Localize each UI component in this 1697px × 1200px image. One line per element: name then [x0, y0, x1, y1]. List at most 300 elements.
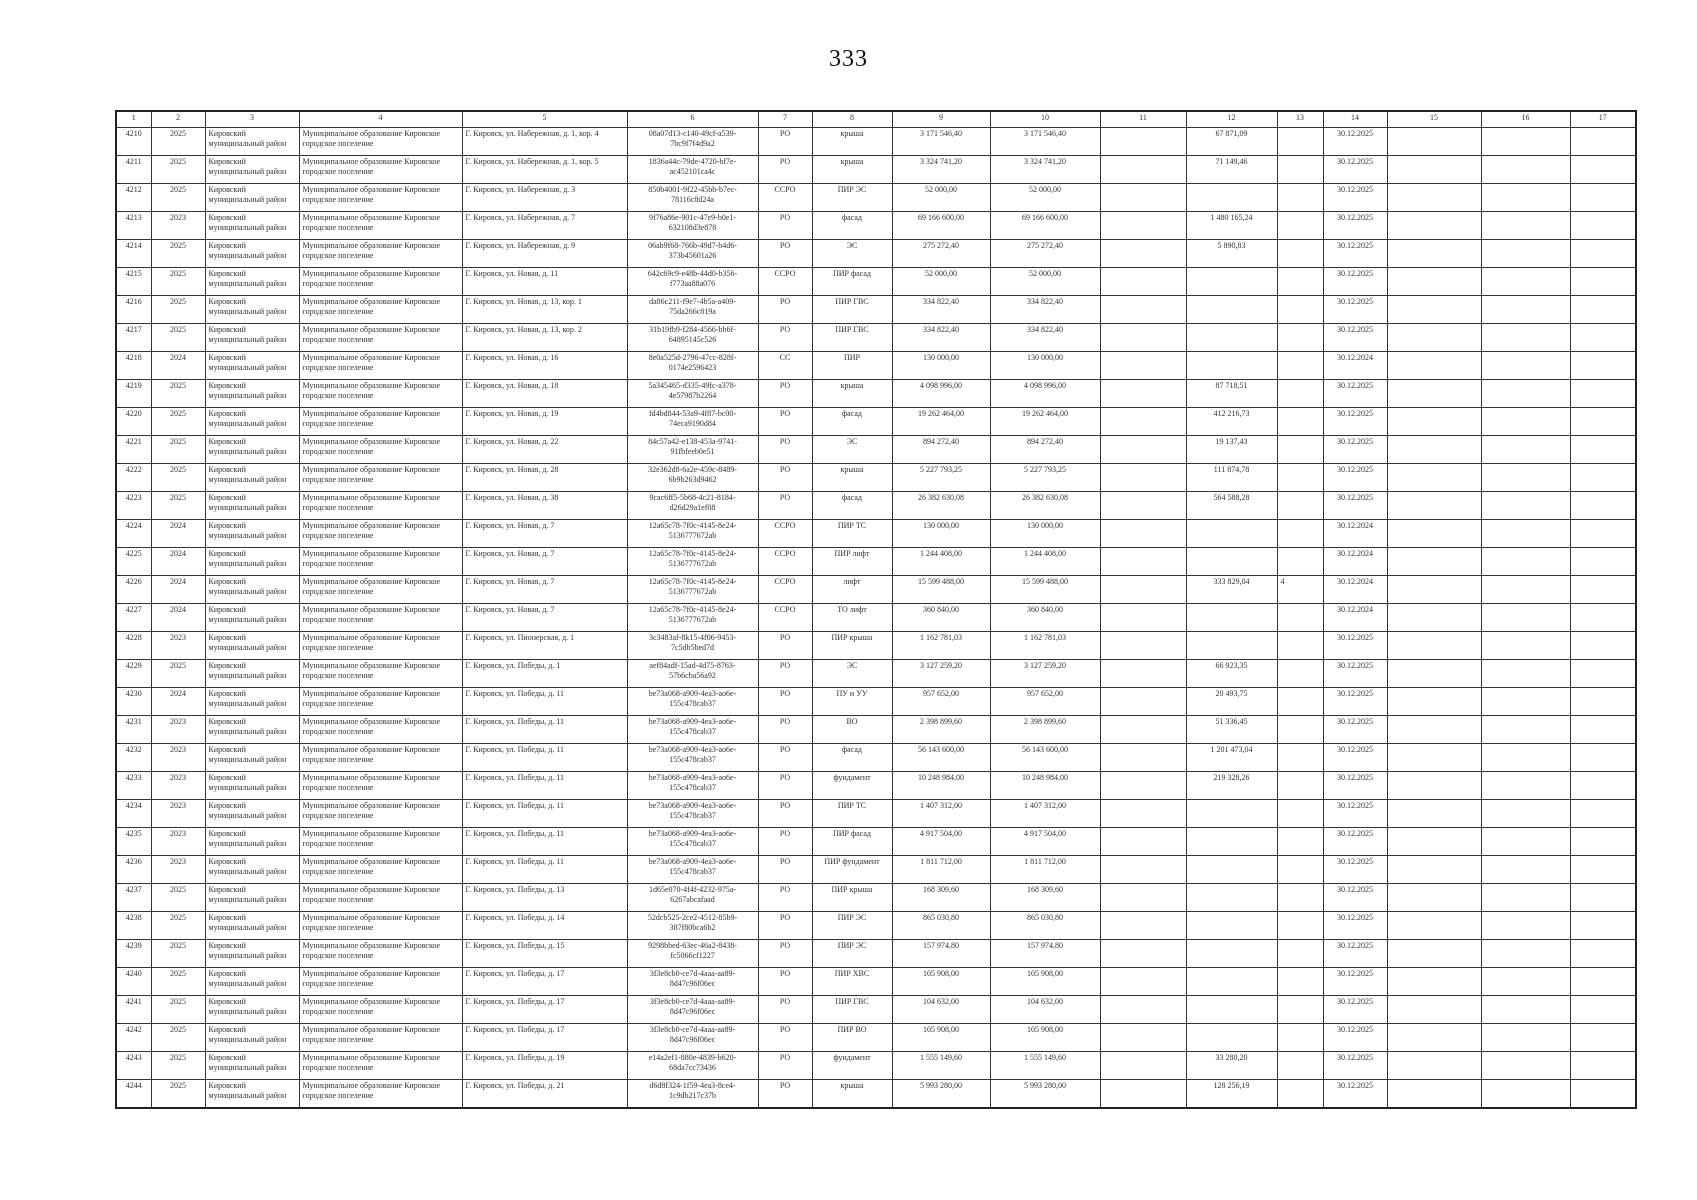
cell-col-17 — [1570, 212, 1636, 240]
cell-year: 2025 — [151, 268, 205, 296]
table-row — [116, 408, 1636, 436]
cell-district: Кировский муниципальный район — [205, 296, 299, 324]
cell-contribution — [1186, 968, 1277, 996]
cell-col-15 — [1387, 268, 1481, 296]
cell-program-type: ССРО — [758, 184, 812, 212]
cell-col-13 — [1277, 548, 1323, 576]
cell-house-guid: 8e0a525d-2796-47cc-828f-0174e2596423 — [627, 352, 758, 380]
cell-district: Кировский муниципальный район — [205, 1052, 299, 1080]
cell-deadline: 30.12.2025 — [1323, 940, 1387, 968]
column-number-16: 16 — [1481, 111, 1570, 128]
cell-col-15 — [1387, 744, 1481, 772]
cell-district: Кировский муниципальный район — [205, 772, 299, 800]
cell-deadline: 30.12.2025 — [1323, 632, 1387, 660]
cell-district: Кировский муниципальный район — [205, 324, 299, 352]
cell-col-15 — [1387, 408, 1481, 436]
cell-row-number: 4229 — [116, 660, 151, 688]
cell-total-cost: 1 407 312,00 — [892, 800, 990, 828]
cell-work-type: крыша — [812, 128, 892, 156]
cell-row-number: 4215 — [116, 268, 151, 296]
table-row — [116, 1024, 1636, 1052]
cell-deadline: 30.12.2025 — [1323, 996, 1387, 1024]
cell-work-type: ПИР ЭС — [812, 940, 892, 968]
cell-col-15 — [1387, 828, 1481, 856]
cell-program-type: РО — [758, 744, 812, 772]
cell-work-type: ЭС — [812, 240, 892, 268]
cell-cost-amount: 360 840,00 — [990, 604, 1100, 632]
cell-address: Г. Кировск, ул. Новая, д. 7 — [462, 548, 627, 576]
cell-col-15 — [1387, 464, 1481, 492]
cell-address: Г. Кировск, ул. Новая, д. 16 — [462, 352, 627, 380]
cell-col-16 — [1481, 576, 1570, 604]
cell-col-15 — [1387, 800, 1481, 828]
cell-cost-amount: 2 398 899,60 — [990, 716, 1100, 744]
cell-contribution: 111 874,78 — [1186, 464, 1277, 492]
cell-col-15 — [1387, 772, 1481, 800]
cell-col-17 — [1570, 632, 1636, 660]
cell-year: 2025 — [151, 492, 205, 520]
cell-col-13 — [1277, 1024, 1323, 1052]
cell-deadline: 30.12.2025 — [1323, 324, 1387, 352]
cell-col-13 — [1277, 324, 1323, 352]
cell-house-guid: 31b19fb9-f284-4566-bb6f-64895145c526 — [627, 324, 758, 352]
document-sheet — [115, 110, 1635, 1109]
column-number-1: 1 — [116, 111, 151, 128]
cell-col-13 — [1277, 604, 1323, 632]
cell-deadline: 30.12.2025 — [1323, 156, 1387, 184]
cell-district: Кировский муниципальный район — [205, 380, 299, 408]
cell-col-15 — [1387, 492, 1481, 520]
cell-col-11 — [1100, 884, 1186, 912]
cell-total-cost: 19 262 464,00 — [892, 408, 990, 436]
cell-col-11 — [1100, 184, 1186, 212]
cell-col-16 — [1481, 380, 1570, 408]
cell-cost-amount: 5 227 793,25 — [990, 464, 1100, 492]
cell-district: Кировский муниципальный район — [205, 716, 299, 744]
column-number-10: 10 — [990, 111, 1100, 128]
cell-house-guid: da86c211-f9e7-4b5a-a409-75da266c819a — [627, 296, 758, 324]
cell-cost-amount: 130 000,00 — [990, 520, 1100, 548]
table-row — [116, 268, 1636, 296]
cell-district: Кировский муниципальный район — [205, 968, 299, 996]
cell-deadline: 30.12.2025 — [1323, 716, 1387, 744]
cell-col-13 — [1277, 996, 1323, 1024]
table-row — [116, 184, 1636, 212]
cell-deadline: 30.12.2025 — [1323, 184, 1387, 212]
cell-municipality: Муниципальное образование Кировское городское поселение — [299, 352, 462, 380]
cell-contribution: 71 149,46 — [1186, 156, 1277, 184]
cell-cost-amount: 1 407 312,00 — [990, 800, 1100, 828]
cell-house-guid: 3c3483af-8k15-4f06-9453-7c5db5bed7d — [627, 632, 758, 660]
cell-total-cost: 15 599 488,00 — [892, 576, 990, 604]
cell-col-16 — [1481, 884, 1570, 912]
cell-contribution: 51 336,45 — [1186, 716, 1277, 744]
cell-col-11 — [1100, 688, 1186, 716]
cell-contribution — [1186, 828, 1277, 856]
table-row — [116, 576, 1636, 604]
cell-col-11 — [1100, 996, 1186, 1024]
cell-program-type: РО — [758, 1024, 812, 1052]
cell-col-13 — [1277, 912, 1323, 940]
cell-col-16 — [1481, 660, 1570, 688]
cell-contribution: 219 328,26 — [1186, 772, 1277, 800]
cell-col-15 — [1387, 324, 1481, 352]
cell-col-11 — [1100, 408, 1186, 436]
cell-col-13 — [1277, 1052, 1323, 1080]
cell-col-16 — [1481, 296, 1570, 324]
table-row — [116, 604, 1636, 632]
cell-district: Кировский муниципальный район — [205, 240, 299, 268]
cell-total-cost: 2 398 899,60 — [892, 716, 990, 744]
table-row — [116, 996, 1636, 1024]
cell-row-number: 4243 — [116, 1052, 151, 1080]
cell-col-15 — [1387, 352, 1481, 380]
cell-house-guid: be73a068-a909-4ea3-ao6e-155c478cab37 — [627, 688, 758, 716]
cell-contribution — [1186, 324, 1277, 352]
cell-work-type: ПИР ЭС — [812, 184, 892, 212]
cell-total-cost: 130 000,00 — [892, 520, 990, 548]
cell-col-16 — [1481, 212, 1570, 240]
cell-col-16 — [1481, 940, 1570, 968]
cell-address: Г. Кировск, ул. Победы, д. 11 — [462, 828, 627, 856]
cell-municipality: Муниципальное образование Кировское городское поселение — [299, 996, 462, 1024]
cell-col-15 — [1387, 128, 1481, 156]
cell-address: Г. Кировск, ул. Победы, д. 1 — [462, 660, 627, 688]
cell-total-cost: 52 000,00 — [892, 184, 990, 212]
cell-house-guid: 52dcb525-2ce2-4512-85b9-387f80bca6b2 — [627, 912, 758, 940]
cell-work-type: фасад — [812, 408, 892, 436]
cell-house-guid: be73a068-a909-4ea3-ao6e-155c478cab37 — [627, 716, 758, 744]
cell-address: Г. Кировск, ул. Победы, д. 13 — [462, 884, 627, 912]
cell-total-cost: 1 811 712,00 — [892, 856, 990, 884]
cell-row-number: 4224 — [116, 520, 151, 548]
cell-year: 2025 — [151, 912, 205, 940]
cell-work-type: ПИР лифт — [812, 548, 892, 576]
cell-col-11 — [1100, 268, 1186, 296]
cell-house-guid: 12a65c78-7f0c-4145-8e24-5136777672ab — [627, 604, 758, 632]
cell-year: 2025 — [151, 464, 205, 492]
cell-municipality: Муниципальное образование Кировское городское поселение — [299, 772, 462, 800]
cell-district: Кировский муниципальный район — [205, 184, 299, 212]
cell-house-guid: be73a068-a909-4ea3-ao6e-155c478cab37 — [627, 744, 758, 772]
cell-program-type: РО — [758, 996, 812, 1024]
cell-municipality: Муниципальное образование Кировское городское поселение — [299, 744, 462, 772]
cell-deadline: 30.12.2024 — [1323, 576, 1387, 604]
cell-deadline: 30.12.2025 — [1323, 772, 1387, 800]
cell-col-11 — [1100, 772, 1186, 800]
cell-total-cost: 275 272,40 — [892, 240, 990, 268]
cell-program-type: РО — [758, 716, 812, 744]
cell-contribution — [1186, 296, 1277, 324]
cell-col-11 — [1100, 800, 1186, 828]
cell-contribution — [1186, 520, 1277, 548]
cell-house-guid: 9298bbed-63ec-46a2-8438-fc5066cf1227 — [627, 940, 758, 968]
cell-work-type: ВО — [812, 716, 892, 744]
cell-deadline: 30.12.2025 — [1323, 296, 1387, 324]
cell-address: Г. Кировск, ул. Новая, д. 28 — [462, 464, 627, 492]
cell-row-number: 4238 — [116, 912, 151, 940]
cell-contribution: 19 137,43 — [1186, 436, 1277, 464]
cell-district: Кировский муниципальный район — [205, 576, 299, 604]
cell-deadline: 30.12.2025 — [1323, 884, 1387, 912]
cell-col-11 — [1100, 520, 1186, 548]
cell-district: Кировский муниципальный район — [205, 660, 299, 688]
cell-program-type: ССРО — [758, 520, 812, 548]
column-number-8: 8 — [812, 111, 892, 128]
cell-total-cost: 4 098 996,00 — [892, 380, 990, 408]
cell-col-16 — [1481, 436, 1570, 464]
cell-total-cost: 26 382 630,08 — [892, 492, 990, 520]
cell-cost-amount: 4 098 996,00 — [990, 380, 1100, 408]
cell-col-17 — [1570, 744, 1636, 772]
cell-col-17 — [1570, 856, 1636, 884]
cell-col-16 — [1481, 492, 1570, 520]
cell-work-type: ПИР ТС — [812, 520, 892, 548]
cell-col-17 — [1570, 436, 1636, 464]
cell-col-17 — [1570, 492, 1636, 520]
cell-address: Г. Кировск, ул. Новая, д. 11 — [462, 268, 627, 296]
cell-col-17 — [1570, 604, 1636, 632]
cell-col-17 — [1570, 996, 1636, 1024]
cell-col-17 — [1570, 1024, 1636, 1052]
cell-col-13 — [1277, 632, 1323, 660]
cell-house-guid: d6d8f324-1f59-4ea3-8ce4-1c9db217c37b — [627, 1080, 758, 1109]
cell-municipality: Муниципальное образование Кировское городское поселение — [299, 548, 462, 576]
cell-total-cost: 865 030,80 — [892, 912, 990, 940]
cell-col-16 — [1481, 604, 1570, 632]
cell-district: Кировский муниципальный район — [205, 268, 299, 296]
cell-work-type: ПИР ЭС — [812, 912, 892, 940]
cell-col-13 — [1277, 772, 1323, 800]
cell-col-11 — [1100, 464, 1186, 492]
cell-municipality: Муниципальное образование Кировское городское поселение — [299, 492, 462, 520]
cell-work-type: фасад — [812, 212, 892, 240]
cell-year: 2023 — [151, 856, 205, 884]
cell-program-type: РО — [758, 436, 812, 464]
cell-deadline: 30.12.2025 — [1323, 744, 1387, 772]
cell-year: 2024 — [151, 688, 205, 716]
cell-deadline: 30.12.2025 — [1323, 912, 1387, 940]
cell-municipality: Муниципальное образование Кировское городское поселение — [299, 1052, 462, 1080]
cell-district: Кировский муниципальный район — [205, 688, 299, 716]
cell-house-guid: be73a068-a909-4ea3-ao6e-155c478cab37 — [627, 828, 758, 856]
cell-district: Кировский муниципальный район — [205, 800, 299, 828]
cell-col-15 — [1387, 996, 1481, 1024]
cell-col-17 — [1570, 828, 1636, 856]
cell-col-13 — [1277, 464, 1323, 492]
cell-col-15 — [1387, 1024, 1481, 1052]
table-row — [116, 492, 1636, 520]
cell-total-cost: 130 000,00 — [892, 352, 990, 380]
cell-program-type: РО — [758, 1080, 812, 1109]
cell-cost-amount: 15 599 488,00 — [990, 576, 1100, 604]
cell-col-16 — [1481, 548, 1570, 576]
cell-municipality: Муниципальное образование Кировское городское поселение — [299, 520, 462, 548]
cell-municipality: Муниципальное образование Кировское городское поселение — [299, 856, 462, 884]
cell-col-11 — [1100, 576, 1186, 604]
cell-col-11 — [1100, 240, 1186, 268]
cell-work-type: фундамент — [812, 772, 892, 800]
cell-col-16 — [1481, 800, 1570, 828]
table-header — [116, 111, 1636, 128]
cell-house-guid: 3f3e8cb0-ce7d-4aaa-aa89-8d47c96f06ec — [627, 996, 758, 1024]
cell-cost-amount: 334 822,40 — [990, 324, 1100, 352]
cell-district: Кировский муниципальный район — [205, 156, 299, 184]
cell-col-17 — [1570, 548, 1636, 576]
cell-row-number: 4232 — [116, 744, 151, 772]
cell-col-16 — [1481, 184, 1570, 212]
cell-col-11 — [1100, 1080, 1186, 1109]
table-row — [116, 940, 1636, 968]
cell-address: Г. Кировск, ул. Набережная, д. 7 — [462, 212, 627, 240]
cell-district: Кировский муниципальный район — [205, 436, 299, 464]
cell-house-guid: be73a068-a909-4ea3-ao6e-155c478cab37 — [627, 800, 758, 828]
column-number-4: 4 — [299, 111, 462, 128]
cell-year: 2025 — [151, 436, 205, 464]
cell-total-cost: 69 166 600,00 — [892, 212, 990, 240]
cell-row-number: 4211 — [116, 156, 151, 184]
cell-col-15 — [1387, 1080, 1481, 1109]
cell-municipality: Муниципальное образование Кировское городское поселение — [299, 940, 462, 968]
cell-year: 2024 — [151, 576, 205, 604]
cell-contribution: 5 890,83 — [1186, 240, 1277, 268]
cell-work-type: ПИР крыша — [812, 884, 892, 912]
cell-cost-amount: 56 143 600,00 — [990, 744, 1100, 772]
cell-row-number: 4222 — [116, 464, 151, 492]
table-row — [116, 548, 1636, 576]
cell-col-13 — [1277, 660, 1323, 688]
cell-contribution: 564 588,28 — [1186, 492, 1277, 520]
cell-col-15 — [1387, 184, 1481, 212]
cell-deadline: 30.12.2025 — [1323, 1024, 1387, 1052]
cell-row-number: 4221 — [116, 436, 151, 464]
cell-col-16 — [1481, 268, 1570, 296]
cell-deadline: 30.12.2025 — [1323, 380, 1387, 408]
cell-program-type: РО — [758, 660, 812, 688]
cell-district: Кировский муниципальный район — [205, 912, 299, 940]
cell-col-15 — [1387, 716, 1481, 744]
cell-col-11 — [1100, 940, 1186, 968]
cell-deadline: 30.12.2025 — [1323, 800, 1387, 828]
table-row — [116, 968, 1636, 996]
cell-deadline: 30.12.2024 — [1323, 548, 1387, 576]
cell-contribution — [1186, 1024, 1277, 1052]
cell-col-15 — [1387, 156, 1481, 184]
cell-cost-amount: 19 262 464,00 — [990, 408, 1100, 436]
cell-total-cost: 168 309,60 — [892, 884, 990, 912]
cell-address: Г. Кировск, ул. Победы, д. 15 — [462, 940, 627, 968]
cell-col-13 — [1277, 744, 1323, 772]
cell-address: Г. Кировск, ул. Новая, д. 22 — [462, 436, 627, 464]
cell-work-type: ЭС — [812, 436, 892, 464]
cell-address: Г. Кировск, ул. Победы, д. 21 — [462, 1080, 627, 1109]
cell-col-13 — [1277, 212, 1323, 240]
cell-deadline: 30.12.2024 — [1323, 604, 1387, 632]
cell-municipality: Муниципальное образование Кировское городское поселение — [299, 604, 462, 632]
table-body — [116, 128, 1636, 1109]
table-row — [116, 856, 1636, 884]
cell-year: 2025 — [151, 184, 205, 212]
table-row — [116, 744, 1636, 772]
cell-work-type: ЭС — [812, 660, 892, 688]
cell-program-type: РО — [758, 324, 812, 352]
table-row — [116, 464, 1636, 492]
cell-cost-amount: 157 974,80 — [990, 940, 1100, 968]
cell-address: Г. Кировск, ул. Новая, д. 7 — [462, 604, 627, 632]
cell-district: Кировский муниципальный район — [205, 352, 299, 380]
cell-district: Кировский муниципальный район — [205, 128, 299, 156]
cell-col-17 — [1570, 576, 1636, 604]
cell-house-guid: 642c69c9-e48b-44d0-b356-f773aa88a076 — [627, 268, 758, 296]
cell-cost-amount: 4 917 504,00 — [990, 828, 1100, 856]
cell-work-type: ПИР фасад — [812, 828, 892, 856]
cell-col-15 — [1387, 212, 1481, 240]
cell-total-cost: 360 840,00 — [892, 604, 990, 632]
cell-total-cost: 334 822,40 — [892, 324, 990, 352]
table-row — [116, 884, 1636, 912]
cell-row-number: 4213 — [116, 212, 151, 240]
cell-col-13 — [1277, 520, 1323, 548]
cell-row-number: 4219 — [116, 380, 151, 408]
table-row — [116, 212, 1636, 240]
cell-year: 2023 — [151, 772, 205, 800]
cell-program-type: СС — [758, 352, 812, 380]
table-row — [116, 128, 1636, 156]
cell-address: Г. Кировск, ул. Новая, д. 19 — [462, 408, 627, 436]
cell-col-16 — [1481, 520, 1570, 548]
cell-col-11 — [1100, 716, 1186, 744]
table-row — [116, 352, 1636, 380]
cell-col-11 — [1100, 436, 1186, 464]
cell-municipality: Муниципальное образование Кировское городское поселение — [299, 464, 462, 492]
cell-col-15 — [1387, 632, 1481, 660]
cell-contribution: 1 480 165,24 — [1186, 212, 1277, 240]
cell-work-type: ПИР ГВС — [812, 996, 892, 1024]
cell-row-number: 4223 — [116, 492, 151, 520]
cell-total-cost: 10 248 984,00 — [892, 772, 990, 800]
cell-col-13 — [1277, 492, 1323, 520]
cell-program-type: РО — [758, 940, 812, 968]
cell-col-17 — [1570, 800, 1636, 828]
cell-program-type: РО — [758, 632, 812, 660]
cell-col-16 — [1481, 912, 1570, 940]
cell-district: Кировский муниципальный район — [205, 940, 299, 968]
cell-deadline: 30.12.2025 — [1323, 828, 1387, 856]
cell-total-cost: 105 908,00 — [892, 968, 990, 996]
cell-year: 2025 — [151, 996, 205, 1024]
cell-work-type: ПИР ВО — [812, 1024, 892, 1052]
cell-row-number: 4239 — [116, 940, 151, 968]
cell-col-13 — [1277, 884, 1323, 912]
cell-contribution: 128 256,19 — [1186, 1080, 1277, 1109]
cell-col-16 — [1481, 408, 1570, 436]
cell-year: 2025 — [151, 1052, 205, 1080]
cell-col-17 — [1570, 268, 1636, 296]
cell-row-number: 4225 — [116, 548, 151, 576]
cell-program-type: РО — [758, 772, 812, 800]
column-number-13: 13 — [1277, 111, 1323, 128]
cell-contribution: 333 829,04 — [1186, 576, 1277, 604]
cell-total-cost: 3 127 259,20 — [892, 660, 990, 688]
cell-row-number: 4244 — [116, 1080, 151, 1109]
table-row — [116, 828, 1636, 856]
cell-row-number: 4240 — [116, 968, 151, 996]
cell-program-type: РО — [758, 856, 812, 884]
cell-col-13 — [1277, 716, 1323, 744]
cell-house-guid: 1d65e070-4f4f-4232-975a-6267abcafaad — [627, 884, 758, 912]
cell-contribution: 87 718,51 — [1186, 380, 1277, 408]
cell-year: 2024 — [151, 604, 205, 632]
